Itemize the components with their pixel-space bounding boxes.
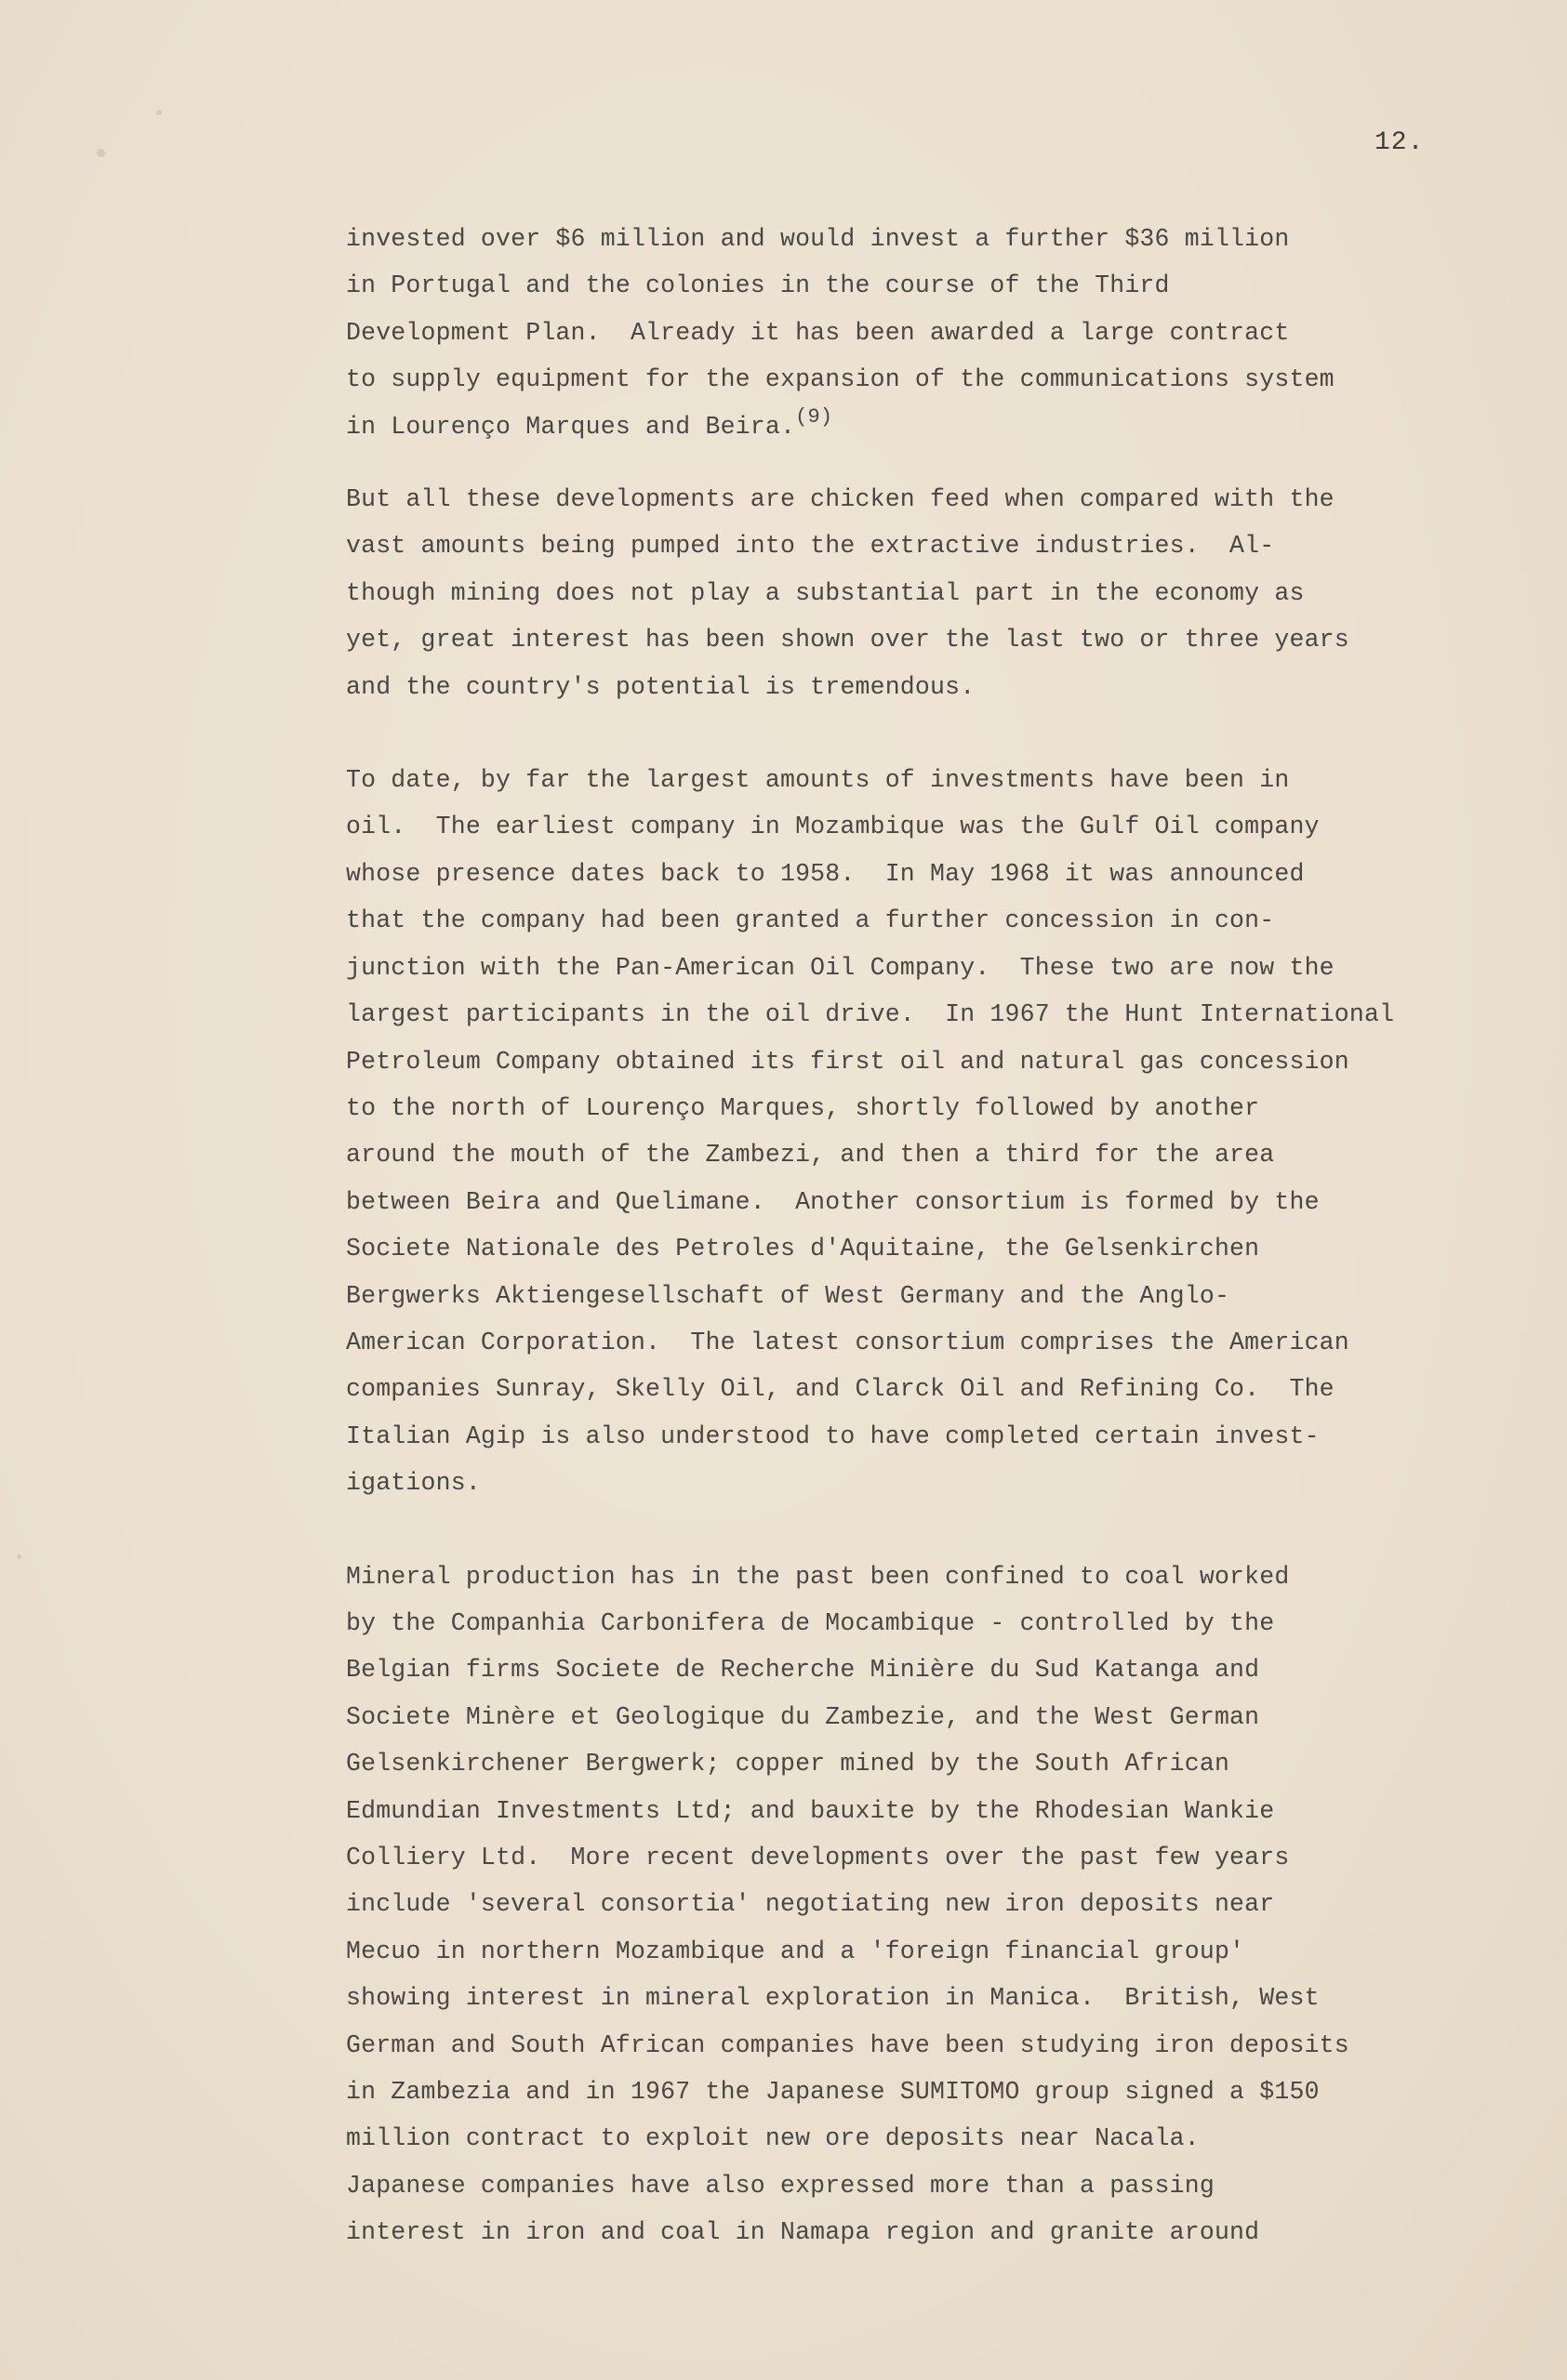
text-line: in Portugal and the colonies in the course of the Third (346, 271, 1170, 300)
text-line: vast amounts being pumped into the extractive industries. Al- (346, 532, 1275, 561)
text-line: companies Sunray, Skelly Oil, and Clarck Oil and Refining Co. The (346, 1375, 1335, 1404)
text-line: include 'several consortia' negotiating new iron deposits near (346, 1890, 1275, 1919)
text-line: Japanese companies have also expressed more than a passing (346, 2171, 1215, 2200)
text-line: junction with the Pan-American Oil Company. These two are now the (346, 953, 1335, 982)
text-line: million contract to exploit new ore deposits near Nacala. (346, 2124, 1200, 2153)
text-line: Belgian firms Societe de Recherche Minière du Sud Katanga and (346, 1656, 1260, 1685)
text-line: and the country's potential is tremendous. (346, 672, 976, 701)
text-line: oil. The earliest company in Mozambique was the Gulf Oil company (346, 813, 1320, 841)
page-number: 12. (1374, 128, 1425, 157)
text-line: yet, great interest has been shown over the last two or three years (346, 626, 1349, 654)
text-line: American Corporation. The latest consortium comprises the American (346, 1328, 1349, 1356)
text-line: to supply equipment for the expansion of the communications system (346, 365, 1335, 394)
text-line: Development Plan. Already it has been awarded a large contract (346, 318, 1290, 347)
text-line: Societe Minère et Geologique du Zambezie, and the West German (346, 1702, 1260, 1731)
paragraph-extractive-industries (346, 476, 1518, 710)
text-line: igations. (346, 1469, 481, 1498)
text-line: whose presence dates back to 1958. In May 1968 it was announced (346, 859, 1305, 888)
text-line-content: in Lourenço Marques and Beira. (346, 412, 796, 441)
paragraph-oil-investments (346, 757, 1518, 1507)
text-line-with-footnote (346, 403, 1518, 450)
text-line: To date, by far the largest amounts of investments have been in (346, 766, 1290, 795)
text-line: around the mouth of the Zambezi, and then a third for the area (346, 1141, 1275, 1170)
text-line: Petroleum Company obtained its first oil and natural gas concession (346, 1047, 1349, 1076)
text-line: But all these developments are chicken feed when compared with the (346, 485, 1335, 514)
paragraph-mineral-production (346, 1554, 1518, 2256)
text-line: to the north of Lourenço Marques, shortly followed by another (346, 1093, 1260, 1122)
paper-speck (97, 149, 105, 157)
text-line: Edmundian Investments Ltd; and bauxite by the Rhodesian Wankie (346, 1796, 1275, 1825)
text-line: though mining does not play a substantial part in the economy as (346, 578, 1305, 607)
text-line: interest in iron and coal in Namapa region and granite around (346, 2218, 1260, 2247)
text-line: Mineral production has in the past been confined to coal worked (346, 1562, 1290, 1591)
text-line: that the company had been granted a further concession in con- (346, 906, 1275, 935)
text-line: Italian Agip is also understood to have completed certain invest- (346, 1421, 1320, 1450)
paper-speck (17, 1554, 21, 1559)
paper-speck (156, 110, 162, 115)
text-line: Mecuo in northern Mozambique and a 'foreign financial group' (346, 1937, 1245, 1965)
text-line: in Zambezia and in 1967 the Japanese SUMITOMO group signed a $150 (346, 2078, 1320, 2107)
paragraph-investment-plan (346, 216, 1518, 450)
footnote-reference: (9) (795, 404, 833, 429)
text-line: invested over $6 million and would invest a further $36 million (346, 225, 1290, 253)
text-line: by the Companhia Carbonifera de Mocambique - controlled by the (346, 1608, 1275, 1637)
document-body (346, 216, 1518, 2256)
text-line: largest participants in the oil drive. In 1967 the Hunt International (346, 1000, 1395, 1029)
text-line: Gelsenkirchener Bergwerk; copper mined by the South African (346, 1750, 1230, 1778)
text-line: Bergwerks Aktiengesellschaft of West Germany and the Anglo- (346, 1281, 1230, 1310)
text-line: Societe Nationale des Petroles d'Aquitaine, the Gelsenkirchen (346, 1235, 1260, 1263)
text-line: Colliery Ltd. More recent developments over the past few years (346, 1844, 1290, 1871)
text-line: between Beira and Quelimane. Another consortium is formed by the (346, 1187, 1320, 1216)
text-line: German and South African companies have been studying iron deposits (346, 2030, 1349, 2059)
text-line: showing interest in mineral exploration in Manica. British, West (346, 1984, 1320, 2013)
